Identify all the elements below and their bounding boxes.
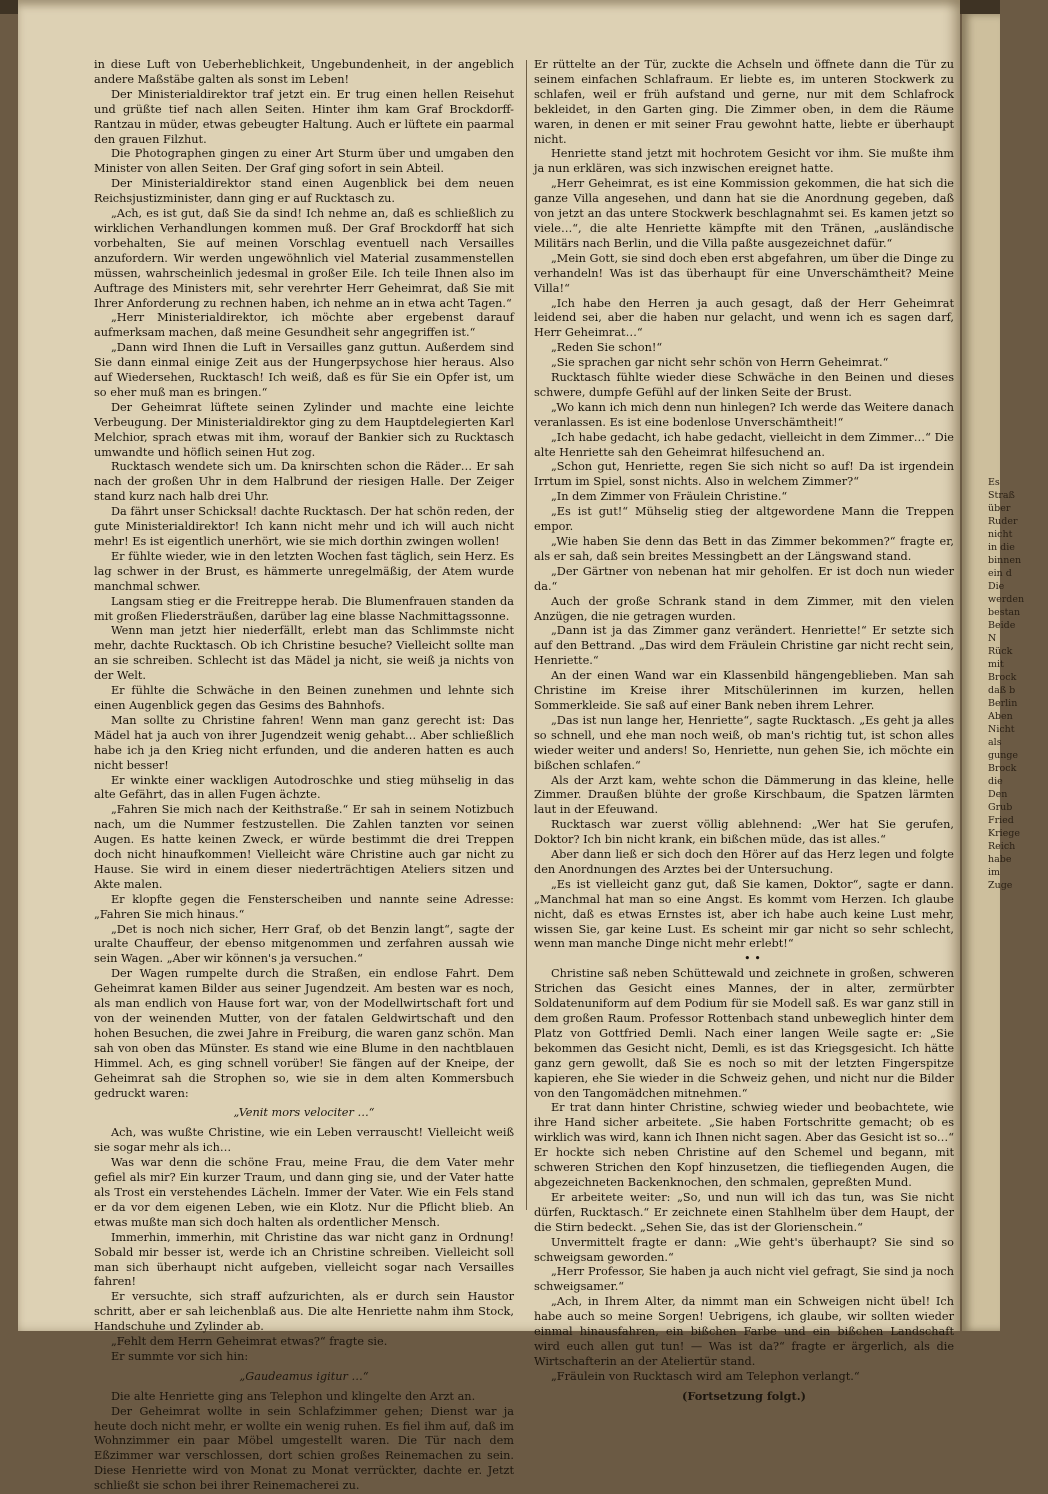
edge-fragment: Den: [988, 789, 1008, 800]
section-separator: • •: [744, 952, 761, 966]
verse-line: „Venit mors velociter …“: [233, 1106, 375, 1120]
edge-fragment: Die: [988, 581, 1005, 592]
edge-fragment: die: [988, 776, 1003, 787]
paragraph: Er klopfte gegen die Fensterscheiben und nannte seine Adresse: „Fahren Sie mich hinaus.“: [94, 892, 514, 921]
paragraph: „Dann wird Ihnen die Luft in Versailles ganz guttun. Außerdem sind Sie dann einmal einige Zeit aus der Hungerpsychose hier heraus. Also auf Wiedersehen, Rucktasch! Ich weiß, daß es für Sie ein Opfer ist, um so eher muß man es bringen.“: [94, 341, 514, 399]
edge-fragment: im: [988, 867, 1001, 878]
edge-fragment: Rück: [988, 646, 1013, 657]
paragraph: „Det is noch nich sicher, Herr Graf, ob det Benzin langt“, sagte der uralte Chauffeur, der ebenso mitgenommen und zerfahren aussah wie sein Wagen. „Aber wir können's ja versuchen.“: [94, 922, 514, 966]
edge-fragment: Zuge: [988, 880, 1013, 891]
edge-fragment: Beide: [988, 620, 1016, 631]
edge-fragment: Fried: [988, 815, 1014, 826]
paragraph: „Herr Geheimrat, es ist eine Kommission gekommen, die hat sich die ganze Villa angesehen, und dann hat sie die Anordnung gegeben, daß von jetzt an das untere Stockwerk beschlagnahmt sei. Es kamen jetzt so viele…“, die alte Henriette kämpfte mit den Tränen, „ausländische Militärs nach Berlin, und die Villa paßte ausgezeichnet dafür.“: [534, 177, 954, 250]
paragraph: Der Ministerialdirektor stand einen Augenblick bei dem neuen Reichsjustizminister, dann ging er auf Rucktasch zu.: [94, 177, 514, 206]
paragraph: An der einen Wand war ein Klassenbild hängengeblieben. Man sah Christine im Kreise ihrer Mitschülerinnen im kurzen, hellen Sommerkleide. Sie saß auf einer Bank neben ihrem Lehrer.: [534, 669, 954, 712]
paragraph: Der Wagen rumpelte durch die Straßen, ein endlose Fahrt. Dem Geheimrat kamen Bilder aus seiner Jugendzeit. Am besten war es noch, als man endlich von Hause fort war, von der Modellwirtschaft fort und von der weinenden Mutter, von der fatalen Geldwirtschaft und den hohen Besuchen, die zwei Jahre in Freiburg, die waren ganz schön. Man sah von oben das Münster. Es stand wie eine Blume in den nachtblauen Himmel. Ach, es ging schnell vorüber! Sie fängen auf der Kneipe, der Geheimrat sah die Strophen so, wie sie in dem alten Kommersbuch gedruckt waren:: [94, 967, 514, 1100]
paragraph: „Mein Gott, sie sind doch eben erst abgefahren, um über die Dinge zu verhandeln! Was ist das überhaupt für eine Unverschämtheit? Meine Villa!“: [534, 251, 954, 295]
paragraph: „Schon gut, Henriette, regen Sie sich nicht so auf! Da ist irgendein Irrtum im Spiel, sonst nichts. Also in welchem Zimmer?“: [534, 460, 954, 489]
paragraph: Man sollte zu Christine fahren! Wenn man ganz gerecht ist: Das Mädel hat ja auch von ihrer Jugendzeit wenig gehabt… Aber schließlich habe ich ja den Krieg nicht erfunden, und die anderen hatten es auch nicht besser!: [94, 713, 514, 772]
paragraph: Rucktasch war zuerst völlig ablehnend: „Wer hat Sie gerufen, Doktor? Ich bin nicht krank, ein bißchen müde, das ist alles.“: [534, 818, 954, 847]
paragraph: Die Photographen gingen zu einer Art Sturm über und umgaben den Minister von allen Seiten. Der Graf ging sofort in sein Abteil.: [94, 147, 514, 176]
paragraph: Er fühlte wieder, wie in den letzten Wochen fast täglich, sein Herz. Es lag schwer in der Brust, es hämmerte unregelmäßig, der Atem wurde manchmal schwer.: [94, 549, 514, 593]
paragraph: Unvermittelt fragte er dann: „Wie geht's überhaupt? Sie sind so schweigsam geworden.“: [534, 1235, 954, 1264]
paragraph: in diese Luft von Ueberheblichkeit, Ungebundenheit, in der angeblich andere Maßstäbe galten als sonst im Leben!: [94, 58, 514, 86]
edge-fragment: Nicht: [988, 724, 1015, 735]
paragraph: „Ach, es ist gut, daß Sie da sind! Ich nehme an, daß es schließlich zu wirklichen Verhandlungen kommen muß. Der Graf Brockdorff hat sich vorbehalten, Sie auf meinen Vorschlag eventuell nach Versailles anzufordern. Wir werden ungewöhnlich viel Material zusammenstellen müssen, wahrscheinlich jedesmal in großer Eile. Ich teile Ihnen also im Auftrage des Ministers mit, sehr verehrter Herr Geheimrat, daß Sie mit Ihrer Anforderung zu rechnen haben, ich nehme an in etwa acht Tagen.“: [94, 207, 514, 310]
paragraph: Aber dann ließ er sich doch den Hörer auf das Herz legen und folgte den Anordnungen des Arztes bei der Untersuchung.: [534, 848, 954, 876]
edge-fragment: als: [988, 737, 1002, 748]
edge-fragment: Ruder: [988, 516, 1018, 527]
paragraph: Er winkte einer wackligen Autodroschke und stieg mühselig in das alte Gefährt, das in allen Fugen ächzte.: [94, 773, 514, 802]
paragraph: „Es ist vielleicht ganz gut, daß Sie kamen, Doktor“, sagte er dann. „Manchmal hat man so eine Angst. Es kommt vom Herzen. Ich glaube nicht, daß es etwas Ernstes ist, aber ich habe auch keine Lust mehr, wissen Sie, gar keine Lust. Es scheint mir gar nicht so sehr schlecht, wenn man manche Dinge nicht mehr erlebt!“: [534, 877, 954, 951]
edge-fragment: über: [988, 503, 1011, 514]
edge-fragment: Straß: [988, 490, 1015, 501]
paragraph: Auch der große Schrank stand in dem Zimmer, mit den vielen Anzügen, die nie getragen wurden.: [534, 594, 954, 623]
verse-line: „Gaudeamus igitur …“: [239, 1369, 369, 1383]
left-text-column: [94, 58, 514, 1494]
paragraph: „Sie sprachen gar nicht sehr schön von Herrn Geheimrat.“: [550, 356, 889, 370]
paragraph: Rucktasch wendete sich um. Da knirschten schon die Räder… Er sah nach der großen Uhr in dem Halbrund der riesigen Halle. Der Zeiger stand kurz nach halb drei Uhr.: [94, 460, 514, 504]
edge-fragment: Es: [988, 477, 1000, 488]
edge-fragment: N: [988, 633, 997, 644]
edge-fragment: gunge: [988, 750, 1019, 761]
paragraph: Er arbeitete weiter: „So, und nun will ich das tun, was Sie nicht dürfen, Rucktasch.“ Er zeichnete einen Stahlhelm über dem Haupt, der die Stirn bedeckt. „Sehen Sie, das ist der Glorienschein.“: [534, 1190, 954, 1234]
edge-fragment: Reich: [988, 841, 1016, 852]
paragraph: „In dem Zimmer von Fräulein Christine.“: [550, 490, 788, 504]
paragraph: Rucktasch fühlte wieder diese Schwäche in den Beinen und dieses schwere, dumpfe Gefühl auf der linken Seite der Brust.: [534, 371, 954, 399]
edge-fragment: Grub: [988, 802, 1013, 813]
paragraph: Wenn man jetzt hier niederfällt, erlebt man das Schlimmste nicht mehr, dachte Rucktasch. Ob ich Christine besuche? Vielleicht sollte man an sie schreiben. Schlecht ist das Mädel ja nicht, sie weiß ja nichts von der Welt.: [94, 624, 514, 683]
right-text-column: [534, 58, 954, 1404]
paragraph: „Ach, in Ihrem Alter, da nimmt man ein Schweigen nicht übel! Ich habe auch so meine Sorgen! Uebrigens, ich glaube, wir sollten wieder einmal hinausfahren, ein bißchen Farbe und ein bißchen Landschaft wird euch allen gut tun! — Was ist da?“ fragte er ärgerlich, als die Wirtschafterin an der Ateliertür stand.: [534, 1295, 954, 1368]
continuation-note: (Fortsetzung folgt.): [682, 1388, 806, 1403]
newspaper-page: [18, 0, 960, 1493]
paragraph: „Das ist nun lange her, Henriette“, sagte Rucktasch. „Es geht ja alles so schnell, und ehe man noch weiß, ob man's richtig tut, ist schon alles wieder weiter und anders! So, Henriette, nun gehen Sie, ich möchte ein bißchen schlafen.“: [534, 713, 954, 772]
edge-fragment: bestan: [988, 607, 1021, 618]
paragraph: „Reden Sie schon!“: [550, 341, 663, 355]
edge-fragment: Berlin: [988, 698, 1018, 709]
edge-fragment: daß b: [988, 685, 1016, 696]
paragraph: Er trat dann hinter Christine, schwieg wieder und beobachtete, wie ihre Hand sicher arbeitete. „Sie haben Fortschritte gemacht; ob es wirklich was wird, kann ich Ihnen nicht sagen. Aber das Gesicht ist so…“ Er hockte sich neben Christine auf den Schemel und begann, mit schweren Strichen den Kopf hinzusetzen, die tiefliegenden Augen, die abgezeichneten Backenknochen, den schmalen, gepreßten Mund.: [534, 1101, 954, 1189]
edge-fragment: Brock: [988, 763, 1017, 774]
paragraph: Ach, was wußte Christine, wie ein Leben verrauscht! Vielleicht weiß sie sogar mehr als ich…: [94, 1126, 514, 1155]
edge-fragment: Aben: [988, 711, 1013, 722]
paragraph: Der Ministerialdirektor traf jetzt ein. Er trug einen hellen Reisehut und grüßte tief nach allen Seiten. Hinter ihm kam Graf Brockdorff-Rantzau in müder, etwas gebeugter Haltung. Auch er lüftete ein paarmal den grauen Filzhut.: [94, 87, 514, 146]
paragraph: Er versuchte, sich straff aufzurichten, als er durch sein Haustor schritt, aber er sah leichenblaß aus. Die alte Henriette nahm ihm Stock, Handschuhe und Zylinder ab.: [94, 1290, 514, 1334]
edge-fragment: binnen: [988, 555, 1022, 566]
adjacent-page-text-fragments: [988, 476, 1048, 892]
paragraph: „Dann ist ja das Zimmer ganz verändert. Henriette!“ Er setzte sich auf den Bettrand. „Das wird dem Fräulein Christine gar nicht recht sein, Henriette.“: [534, 624, 954, 668]
paragraph: „Ich habe gedacht, ich habe gedacht, vielleicht in dem Zimmer…“ Die alte Henriette sah den Geheimrat hilfesuchend an.: [534, 430, 954, 459]
adjacent-page-edge: [962, 14, 1025, 1331]
paragraph: Die alte Henriette ging ans Telephon und klingelte den Arzt an.: [110, 1389, 476, 1403]
edge-fragment: mit: [988, 659, 1004, 670]
paragraph: Da fährt unser Schicksal! dachte Rucktasch. Der hat schön reden, der gute Ministerialdirektor! Ich kann nicht mehr und ich will auch nicht mehr! Es ist eigentlich unerhört, wie sie mich dorthin zwingen wollen!: [94, 505, 514, 548]
paragraph: „Ich habe den Herren ja auch gesagt, daß der Herr Geheimrat leidend sei, aber die haben nur gelacht, und wenn ich es sagen darf, Herr Geheimrat…“: [534, 296, 954, 340]
paragraph: „Es ist gut!“ Mühselig stieg der altgewordene Mann die Treppen empor.: [534, 505, 954, 534]
paragraph: Der Geheimrat lüftete seinen Zylinder und machte eine leichte Verbeugung. Der Ministerialdirektor ging zu dem Hauptdelegierten Karl Melchior, sprach etwas mit ihm, worauf der Bankier sich zu Rucktasch umwandte und höflich seinen Hut zog.: [94, 400, 514, 459]
edge-fragment: nicht: [988, 529, 1013, 540]
paragraph: Christine saß neben Schüttewald und zeichnete in großen, schweren Strichen das Gesicht eines Mannes, der in alter, zermürbter Soldatenuniform auf dem Podium für sie Modell saß. Es war ganz still in dem großen Raum. Professor Rottenbach stand unbeweglich hinter dem Platz von Gottfried Demli. Nach einer langen Weile sagte er: „Sie bekommen das Gesicht nicht, Demli, es ist das Kriegsgesicht. Ich hätte ganz gern gewollt, daß Sie es noch so mit der letzten Fingerspitze kapieren, ehe Sie wieder in die Schweiz gehen, und nicht nur die Bilder von den Tangomädchen mitnehmen.“: [534, 967, 954, 1100]
edge-fragment: Brock: [988, 672, 1017, 683]
paragraph: Der Geheimrat wollte in sein Schlafzimmer gehen; Dienst war ja heute doch nicht mehr, er wollte ein wenig ruhen. Es fiel ihm auf, daß im Wohnzimmer ein paar Möbel umgestellt waren. Die Tür nach dem Eßzimmer war verschlossen, dort schien großes Reinemachen zu sein. Diese Henriette wird von Monat zu Monat verrückter, dachte er. Jetzt schließt sie schon bei ihrer Reinemacherei zu.: [94, 1404, 514, 1493]
paragraph: Immerhin, immerhin, mit Christine das war nicht ganz in Ordnung! Sobald mir besser ist, werde ich an Christine schreiben. Vielleicht soll man sich überhaupt nicht aufgeben, vielleicht sogar nach Versailles fahren!: [94, 1230, 514, 1289]
paragraph: „Wie haben Sie denn das Bett in das Zimmer bekommen?“ fragte er, als er sah, daß sein breites Messingbett an der Längswand stand.: [534, 535, 954, 563]
paragraph: „Wo kann ich mich denn nun hinlegen? Ich werde das Weitere danach veranlassen. Es ist eine bodenlose Unverschämtheit!“: [534, 400, 954, 429]
paragraph: „Fahren Sie mich nach der Keithstraße.“ Er sah in seinem Notizbuch nach, um die Nummer festzustellen. Die Zahlen tanzten vor seinen Augen. Es hatte keinen Zweck, er würde bestimmt die drei Treppen doch nicht hinaufkommen! Vielleicht wäre Christine auch gar nicht zu Hause. Sie wird in einem dieser niederträchtigen Ateliers sitzen und Akte malen.: [94, 803, 514, 891]
column-divider: [526, 60, 527, 1210]
paragraph: Er summte vor sich hin:: [110, 1349, 249, 1363]
paragraph: „Fehlt dem Herrn Geheimrat etwas?“ fragte sie.: [110, 1335, 388, 1349]
paragraph: „Fräulein von Rucktasch wird am Telephon verlangt.“: [550, 1369, 860, 1383]
paragraph: „Herr Ministerialdirektor, ich möchte aber ergebenst darauf aufmerksam machen, daß meine Gesundheit sehr angegriffen ist.“: [94, 311, 514, 340]
paragraph: Er fühlte die Schwäche in den Beinen zunehmen und lehnte sich einen Augenblick gegen das Gesims des Bahnhofs.: [94, 684, 514, 712]
edge-fragment: Kriege: [988, 828, 1021, 839]
paragraph: „Der Gärtner von nebenan hat mir geholfen. Er ist doch nun wieder da.“: [534, 564, 954, 593]
paragraph: „Herr Professor, Sie haben ja auch nicht viel gefragt, Sie sind ja noch schweigsamer.“: [534, 1265, 954, 1294]
edge-fragment: habe: [988, 854, 1012, 865]
edge-fragment: werden: [988, 594, 1025, 605]
edge-fragment: in die: [988, 542, 1015, 553]
edge-fragment: ein d: [988, 568, 1012, 579]
paragraph: Als der Arzt kam, wehte schon die Dämmerung in das kleine, helle Zimmer. Draußen blühte der große Kirschbaum, die Spatzen lärmten laut in der Efeuwand.: [534, 773, 954, 817]
paragraph: Er rüttelte an der Tür, zuckte die Achseln und öffnete dann die Tür zu seinem einfachen Schlafraum. Er liebte es, im unteren Stockwerk zu schlafen, weil er früh aufstand und gerne, nur mit dem Schlafrock bekleidet, in den Garten ging. Die Zimmer oben, in dem die Räume waren, in denen er mit seiner Frau gewohnt hatte, liebte er überhaupt nicht.: [534, 58, 954, 146]
paragraph: Was war denn die schöne Frau, meine Frau, die dem Vater mehr gefiel als mir? Ein kurzer Traum, und dann ging sie, und der Vater hatte als Trost ein verstehendes Lächeln. Immer der Vater. Wie ein Fels stand er da vor dem eigenen Leben, wie ein Klotz. Nur die Pflicht blieb. An etwas mußte man sich doch halten als ordentlicher Mensch.: [94, 1156, 514, 1229]
paragraph: Langsam stieg er die Freitreppe herab. Die Blumenfrauen standen da mit großen Fliedersträußen, darüber lag eine blasse Nachmittagssonne.: [94, 594, 514, 623]
paragraph: Henriette stand jetzt mit hochrotem Gesicht vor ihm. Sie mußte ihm ja nun erklären, was sich inzwischen ereignet hatte.: [534, 147, 954, 176]
